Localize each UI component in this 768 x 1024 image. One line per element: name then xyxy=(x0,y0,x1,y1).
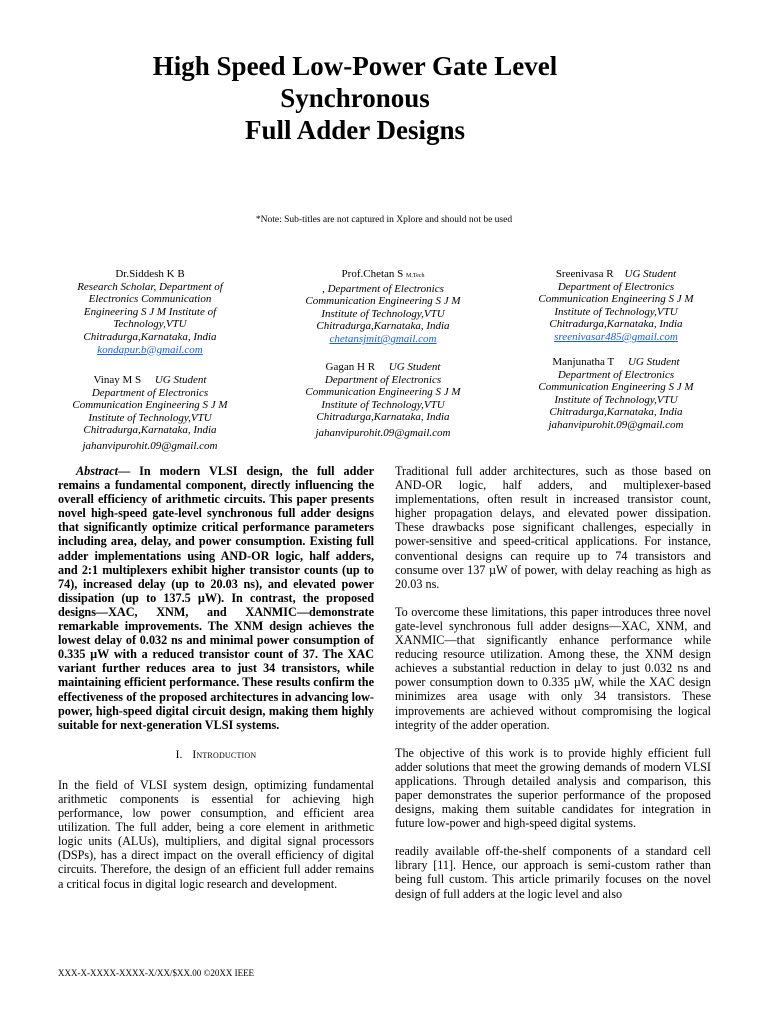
author-affiliation-line: Institute of Technology,VTU xyxy=(88,411,212,424)
author-name xyxy=(288,268,478,283)
author-role: UG Student xyxy=(624,268,677,280)
author-affiliation-line: Chitradurga,Karnataka, India xyxy=(83,330,217,343)
author-affiliation-line: Communication Engineering S J M xyxy=(305,386,461,399)
author-affiliation-line: Institute of Technology,VTU xyxy=(321,398,445,411)
author-affiliation-line: Communication Engineering S J M xyxy=(538,293,694,306)
author-affiliation-line: Communication Engineering S J M xyxy=(72,399,228,412)
author-affiliation-line: Communication Engineering S J M xyxy=(538,381,694,394)
author-affiliation-line: Chitradurga,Karnataka, India xyxy=(316,411,450,424)
author-role: UG Student xyxy=(627,356,680,368)
author-block-sreenivasa xyxy=(521,268,711,344)
abstract xyxy=(58,464,374,732)
paper-title xyxy=(60,50,650,146)
author-email-link[interactable]: chetansjmit@gmail.com xyxy=(329,332,437,345)
author-name xyxy=(521,356,711,369)
author-email-link[interactable]: kondapur.b@gmail.com xyxy=(97,343,203,356)
author-affiliation-line: Communication Engineering S J M xyxy=(305,295,461,308)
author-affiliation-line: Chitradurga,Karnataka, India xyxy=(316,320,450,333)
body-paragraph: Traditional full adder architectures, such as those based on AND-OR logic, half adders, and multiplexer-based implementations, often result in increased transistor count, higher propagation delays, and elevated power dissipation. These drawbacks pose significant challenges, especially in power-sensitive and speed-critical applications. For instance, conventional designs can require up to 74 transistors and consume over 137 µW of power, with delay reaching as high as 20.03 ns. xyxy=(395,464,711,591)
author-block-siddesh xyxy=(55,268,245,356)
author-name-text: Manjunatha T xyxy=(552,356,615,368)
abstract-dash: — xyxy=(117,464,140,478)
author-name: Dr.Siddesh K B xyxy=(115,268,185,280)
author-affiliation-line: , Department of Electronics xyxy=(322,282,444,295)
abstract-label: Abstract xyxy=(76,464,118,478)
author-role: UG Student xyxy=(154,374,207,386)
author-email-link[interactable]: sreenivasar485@gmail.com xyxy=(554,330,678,343)
author-name xyxy=(521,268,711,281)
author-degree: M.Tech xyxy=(406,273,425,279)
author-email: jahanvipurohit.09@gmail.com xyxy=(315,426,451,439)
body-paragraph: The objective of this work is to provide highly efficient full adder solutions that meet the growing demands of modern VLSI applications. Through detailed analysis and comparison, this paper demonstrates the superior performance of the proposed designs, making them suitable candidates for integration in future low-power and high-speed digital systems. xyxy=(395,745,711,831)
author-affiliation-line: Electronics Communication xyxy=(88,293,212,306)
author-email: jahanvipurohit.09@gmail.com xyxy=(82,439,218,452)
author-affiliation-line: Chitradurga,Karnataka, India xyxy=(549,406,683,419)
author-affiliation-line: Technology,VTU xyxy=(113,318,187,331)
author-affiliation-line: Institute of Technology,VTU xyxy=(554,305,678,318)
subtitle-note: *Note: Sub-titles are not captured in Xplore and should not be used xyxy=(255,215,513,225)
section-title: Introduction xyxy=(192,748,257,761)
author-name-text: Vinay M S xyxy=(93,374,142,386)
body-paragraph: readily available off-the-shelf components of a standard cell library [11]. Hence, our approach is semi-custom rather than being full custom. This article primarily focuses on the novel design of full adders at the logic level and also xyxy=(395,844,711,901)
body-paragraph: To overcome these limitations, this paper introduces three novel gate-level synchronous full adder designs—XAC, XNM, and XANMIC—that significantly enhance performance while reducing resource utilization. Among these, the XNM design achieves a substantial reduction in delay to just 0.032 ns and power consumption down to 0.335 µW, while the XAC design minimizes area usage with only 34 transistors. These improvements are achieved without compromising the logical integrity of the adder operation. xyxy=(395,604,711,732)
title-line: Full Adder Designs xyxy=(244,115,466,145)
author-block-gagan xyxy=(288,361,478,440)
author-name-text: Prof.Chetan S xyxy=(341,268,404,280)
copyright-footer: XXX-X-XXXX-XXXX-X/XX/$XX.00 ©20XX IEEE xyxy=(58,968,255,978)
author-name xyxy=(288,361,478,374)
author-affiliation-line: Department of Electronics xyxy=(324,373,442,386)
right-column xyxy=(395,464,711,901)
author-affiliation-line: Chitradurga,Karnataka, India xyxy=(83,424,217,437)
author-affiliation-line: Institute of Technology,VTU xyxy=(321,307,445,320)
author-name-text: Sreenivasa R xyxy=(555,268,614,280)
author-affiliation-line: Research Scholar, Department of xyxy=(77,280,223,293)
author-affiliation-line: Department of Electronics xyxy=(557,280,675,293)
title-line: Synchronous xyxy=(280,83,430,113)
author-affiliation-line: Department of Electronics xyxy=(91,386,209,399)
body-paragraph: In the field of VLSI system design, optimizing fundamental arithmetic components is essential for achieving high performance, low power consumption, and efficient area utilization. The full adder, being a core element in arithmetic logic units (ALUs), multipliers, and digital signal processors (DSPs), has a direct impact on the overall efficiency of digital circuits. Therefore, the design of an efficient full adder remains a critical focus in digital logic research and development. xyxy=(58,777,374,891)
author-affiliation-line: Institute of Technology,VTU xyxy=(554,393,678,406)
author-name xyxy=(55,374,245,387)
author-block-chetan xyxy=(288,268,478,346)
abstract-text: In modern VLSI design, the full adder remains a fundamental component, directly influencing the overall efficiency of arithmetic circuits. This paper presents novel high-speed gate-level synchronous full adder designs that significantly optimize critical performance parameters including area, delay, and power consumption. Existing full adder implementations using AND-OR logic, half adders, and 2:1 multiplexers exhibit higher transistor counts (up to 74), increased delay (up to 20.03 ns), and elevated power dissipation (up to 137.5 µW). In contrast, the proposed designs—XAC, XNM, and XANMIC—demonstrate remarkable improvements. The XNM design achieves the lowest delay of 0.032 ns and minimal power consumption of 0.335 µW with a reduced transistor count of 37. The XAC variant further reduces area to just 34 transistors, while maintaining efficient performance. These results confirm the effectiveness of the proposed architectures in advancing low-power, high-speed digital circuit design, making them highly suitable for next-generation VLSI systems. xyxy=(58,464,374,732)
author-name-text: Gagan H R xyxy=(325,361,376,373)
author-block-vinay xyxy=(55,374,245,453)
author-affiliation-line: Engineering S J M Institute of xyxy=(83,305,217,318)
author-affiliation-line: Department of Electronics xyxy=(557,368,675,381)
title-line: High Speed Low-Power Gate Level xyxy=(152,51,558,81)
section-number: I. xyxy=(175,748,183,761)
section-heading-introduction xyxy=(58,748,374,762)
author-email: jahanvipurohit.09@gmail.com xyxy=(548,418,684,431)
left-column xyxy=(58,464,374,891)
author-affiliation-line: Chitradurga,Karnataka, India xyxy=(549,318,683,331)
author-role: UG Student xyxy=(388,361,441,373)
author-block-manjunatha xyxy=(521,356,711,432)
